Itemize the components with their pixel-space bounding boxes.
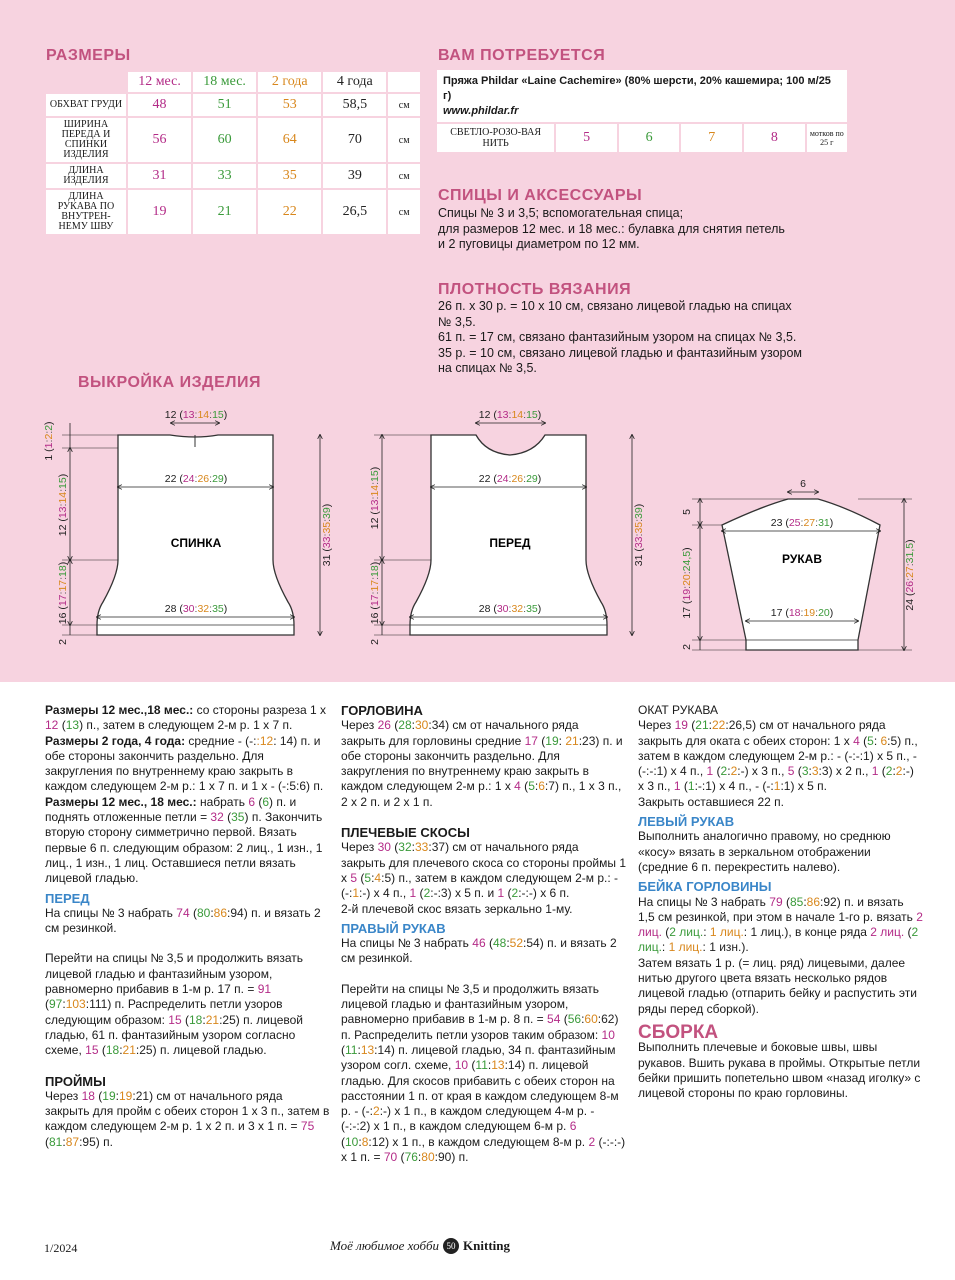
sleeve-piece [692, 492, 912, 650]
cell: 70 [323, 118, 386, 162]
pattern-diagrams [0, 395, 955, 665]
sizes-table [44, 70, 422, 236]
size-header: 4 года [323, 72, 386, 92]
back-neck-drop: 1 (1:2:2) [43, 421, 55, 461]
sleeve-label: РУКАВ [782, 552, 822, 566]
yarn-url: www.phildar.fr [443, 105, 519, 117]
front-height: 31 (33:35:39) [633, 503, 645, 567]
front-label: ПЕРЕД [489, 536, 531, 550]
cell: 35 [258, 164, 321, 188]
cell: 19 [128, 190, 191, 234]
footer-title [330, 1238, 510, 1254]
row-label: ШИРИНА ПЕРЕДА И СПИНКИ ИЗДЕЛИЯ [46, 118, 126, 162]
back-height: 31 (33:35:39) [321, 503, 333, 567]
back-rib: 2 [57, 639, 69, 645]
size-header: 12 мес. [128, 72, 191, 92]
unit: см [388, 118, 420, 162]
gauge-title: ПЛОТНОСТЬ ВЯЗАНИЯ [438, 281, 632, 298]
page-number: 50 [443, 1238, 459, 1254]
size-header: 18 мес. [193, 72, 256, 92]
unit: см [388, 94, 420, 116]
yarn-amount: 8 [744, 124, 805, 152]
sleeve-total-height: 24 (26:27:31,5) [904, 539, 916, 611]
column-2: ГОРЛОВИНА Через 26 (28:30:34) см от начального ряда закрыть для горловины средние 17 (19: 21:23) п. и обе стороны закончить раздельно. Для закругления по внутреннему краю закрыть в каждом следующем 2-м р.: 1 х 4 (5:6:7) п., 1 х 3 п., 2 х 2 п. и 2 х 1 п. ПЛЕЧЕВЫЕ СКОСЫ Через 30 (32:33:37) см от начального ряда закрыть для плечевого скоса со стороны проймы 1 х 5 (5:4:5) п., затем в каждом следующем 2-м р.: - (-:1:-) х 4 п., 1 (2:-:3) х 5 п. и 1 (2:-:-) х 6 п. 2-й плечевой скос вязать зеркально 1-му. ПРАВЫЙ РУКАВ На спицы № 3 набрать 46 (48:52:54) п. и вязать 2 см резинкой. Перейти на спицы № 3,5 и продолжить вязать лицевой гладью и фантазийным узором, равномерно прибавив в 1-м р. 8 п. = 54 (56:60:62) п. Распределить петли узоров таким образом: 10 (11:13:14) п. лицевой гладью, 34 п. фантазийным узором согл. схеме, 10 (11:13:14) п. лицевой гладью. Для скосов прибавить с обеих сторон на расстоянии 1 п. от края в каждом следующем 8-м р. - (-:2:-) х 1 п., в каждом следующем 4-м р. - (-:-:2) х 1 п., в каждом следующем 6-м р. 6 (10:8:12) х 1 п., в каждом следующем 8-м р. 2 (-:-:-) х 1 п. = 70 (76:80:90) п. [341, 703, 626, 1165]
table-row [46, 118, 420, 162]
row-label: ДЛИНА РУКАВА ПО ВНУТРЕН-НЕМУ ШВУ [46, 190, 126, 234]
sleeve-top-width: 6 [800, 478, 806, 490]
back-label: СПИНКА [170, 536, 222, 550]
cell: 53 [258, 94, 321, 116]
yarn-unit: мотков по 25 г [807, 124, 847, 152]
column-3: ОКАТ РУКАВА Через 19 (21:22:26,5) см от начального ряда закрыть для оката с обеих сторон: 1 х 4 (5: 6:5) п., затем в каждом следующем 2-м р.: - (-:-:1) х 5 п., - (-:-:1) х 4 п., 1 (2:2:-) х 3 п., 5 (3:3:3) х 2 п., 1 (2:2:-) х 3 п., 1 (1:-:1) х 4 п., - (-:1:1) х 5 п. Закрыть оставшиеся 22 п. ЛЕВЫЙ РУКАВ Выполнить аналогично правому, но среднюю «косу» вязать в зеркальном отображении (средние 6 п. перекрестить налево). БЕЙКА ГОРЛОВИНЫ На спицы № 3 набрать 79 (85:86:92) п. и вязать 1,5 см резинкой, при этом в начале 1-го р. вязать 2 лиц. (2 лиц.: 1 лиц.: 1 лиц.), в конце ряда 2 лиц. (2 лиц.: 1 лиц.: 1 изн.). Затем вязать 1 р. (= лиц. ряд) лицевыми, далее нитью другого цвета вязать несколько рядов лицевой гладью (отпарить бейку и распустить эти ряды перед сборкой). СБОРКА Выполнить плечевые и боковые швы, швы рукавов. Вшить рукава в проймы. Открытые петли бейки пришить попетельно швом «назад иголку» с лицевой стороны по краю горловины. [638, 703, 923, 1101]
front-neck-width: 12 (13:14:15) [478, 409, 542, 421]
unit: см [388, 190, 420, 234]
gauge-text [438, 299, 858, 377]
back-body-height: 16 (17:17:18) [57, 561, 69, 625]
cell: 21 [193, 190, 256, 234]
cell: 31 [128, 164, 191, 188]
back-bottom-width: 28 (30:32:35) [164, 603, 228, 615]
front-bottom-width: 28 (30:32:35) [478, 603, 542, 615]
text-line: 35 р. = 10 см, связано лицевой гладью и фантазийным узором [438, 345, 803, 360]
front-body-height: 16 (17:17:18) [369, 561, 381, 625]
sizes-header-row [46, 72, 420, 92]
text-line: и 2 пуговицы диаметром по 12 мм. [438, 237, 640, 251]
yarn-description [437, 70, 847, 122]
table-row [46, 190, 420, 234]
pattern-title: ВЫКРОЙКА ИЗДЕЛИЯ [78, 374, 261, 391]
front-rib: 2 [369, 639, 381, 645]
row-label: ДЛИНА ИЗДЕЛИЯ [46, 164, 126, 188]
section-name: Knitting [463, 1238, 511, 1253]
yarn-amount: 7 [681, 124, 742, 152]
cell: 26,5 [323, 190, 386, 234]
cell: 33 [193, 164, 256, 188]
table-row [46, 164, 420, 188]
column-1: Размеры 12 мес.,18 мес.: со стороны разреза 1 х 12 (13) п., затем в следующем 2-м р. 1 х 7 п. Размеры 2 года, 4 года: средние - (-::12: 14) п. и обе стороны закончить раздельно. Для закругления по внутреннему краю закрыть в каждом следующем 2-м р.: 1 х 7 п. и 1 х - (-:5:6) п. Размеры 12 мес., 18 мес.: набрать 6 (6) п. и поднять отложенные петли = 32 (35) п. Закончить вторую сторону симметрично первой. Вязать первые 6 п. следующим образом: 2 лиц., 1 изн., 1 лиц., 1 изн., 1 лиц. Оставшиеся петли вязать лицевой гладью. ПЕРЕД На спицы № 3 набрать 74 (80:86:94) п. и вязать 2 см резинкой. Перейти на спицы № 3,5 и продолжить вязать лицевой гладью и фантазийным узором, равномерно прибавив в 1-м р. 17 п. = 91 (97:103:111) п. Распределить петли узоров следующим образом: 15 (18:21:25) п. лицевой гладью, 61 п. фантазийным узором согласно схеме, 15 (18:21:25) п. лицевой гладью. ПРОЙМЫ Через 18 (19:19:21) см от начального ряда закрыть для пройм с обеих сторон 1 х 3 п., затем в каждом следующем 2-м р. 1 х 2 п. и 3 х 1 п. = 75 (81:87:95) п. [45, 703, 330, 1149]
size-header: 2 года [258, 72, 321, 92]
cell: 51 [193, 94, 256, 116]
cell: 58,5 [323, 94, 386, 116]
sleeve-lower-width: 17 (18:19:20) [770, 607, 834, 619]
text-line: Спицы № 3 и 3,5; вспомогательная спица; [438, 206, 684, 220]
back-armhole-height: 12 (13:14:15) [57, 473, 69, 537]
text-line: № 3,5. [438, 314, 476, 329]
text-line: 61 п. = 17 см, связано фантазийным узором на спицах № 3,5. [438, 330, 797, 344]
cell: 22 [258, 190, 321, 234]
yarn-box [437, 70, 847, 152]
row-label: ОБХВАТ ГРУДИ [46, 94, 126, 116]
yarn-amount: 6 [619, 124, 680, 152]
cell: 60 [193, 118, 256, 162]
text-line: для размеров 12 мес. и 18 мес.: булавка для снятия петель [438, 221, 785, 236]
sleeve-rib: 2 [681, 644, 693, 650]
table-row [46, 94, 420, 116]
materials-title: ВАМ ПОТРЕБУЕТСЯ [438, 47, 606, 64]
issue-number: 1/2024 [44, 1241, 78, 1255]
cell: 39 [323, 164, 386, 188]
back-neck-width: 12 (13:14:15) [164, 409, 228, 421]
sleeve-cap-height: 5 [681, 509, 693, 515]
cell: 48 [128, 94, 191, 116]
text-line: на спицах № 3,5. [438, 361, 537, 375]
sleeve-body-height: 17 (19:20:24,5) [681, 547, 693, 619]
cell: 56 [128, 118, 191, 162]
text-line: 26 п. х 30 р. = 10 х 10 см, связано лицевой гладью на спицах [438, 299, 792, 313]
back-chest-width: 22 (24:26:29) [164, 473, 228, 485]
sleeve-upper-width: 23 (25:27:31) [770, 517, 834, 529]
magazine-name: Моё любимое хобби [330, 1238, 440, 1253]
needles-title: СПИЦЫ И АКСЕССУАРЫ [438, 187, 643, 204]
sizes-title: РАЗМЕРЫ [46, 47, 131, 64]
yarn-amount-row [437, 124, 847, 152]
yarn-text: Пряжа Phildar «Laine Cachemire» (80% шерсти, 20% кашемира; 100 м/25 г) [443, 75, 831, 102]
needles-text [438, 206, 858, 253]
front-armhole-height: 12 (13:14:15) [369, 466, 381, 530]
unit: см [388, 164, 420, 188]
cell: 64 [258, 118, 321, 162]
front-chest-width: 22 (24:26:29) [478, 473, 542, 485]
yarn-color: СВЕТЛО-РОЗО-ВАЯ НИТЬ [437, 124, 554, 152]
yarn-amount: 5 [556, 124, 617, 152]
